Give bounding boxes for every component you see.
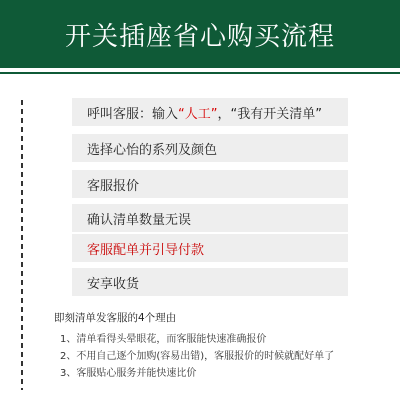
page-title: 开关插座省心购买流程 — [64, 21, 335, 52]
step-service-quote — [72, 170, 348, 198]
step-label: 确认清单数量无误 — [87, 212, 192, 228]
step-confirm-list — [72, 204, 348, 232]
step-choose-series — [72, 134, 348, 162]
header-divider-accent — [0, 72, 400, 74]
step-order-payment — [72, 234, 348, 262]
dashed-timeline — [21, 100, 23, 390]
reason-item: 1、清单看得头晕眼花，而客服能快速准确报价 — [60, 334, 267, 345]
step-receive-goods — [72, 268, 348, 296]
reason-item: 3、客服贴心服务并能快速比价 — [60, 368, 197, 379]
step-contact-service — [72, 98, 348, 126]
reasons-title: 即刻清单发客服的4个理由 — [54, 312, 177, 324]
reason-item: 2、不用自己逐个加购(容易出错)，客服报价的时候就配好单了 — [60, 351, 335, 362]
step-label: 客服报价 — [87, 178, 140, 194]
step-label: 客服配单并引导付款 — [87, 242, 205, 258]
step-highlight: “人工” — [178, 106, 218, 122]
step-label: 安享收货 — [87, 276, 140, 292]
header-banner — [0, 0, 400, 68]
step-text-suffix: ，“我有开关清单” — [217, 106, 322, 122]
step-text: 呼叫客服：输入 — [87, 106, 179, 122]
step-label: 选择心怡的系列及颜色 — [87, 142, 218, 158]
